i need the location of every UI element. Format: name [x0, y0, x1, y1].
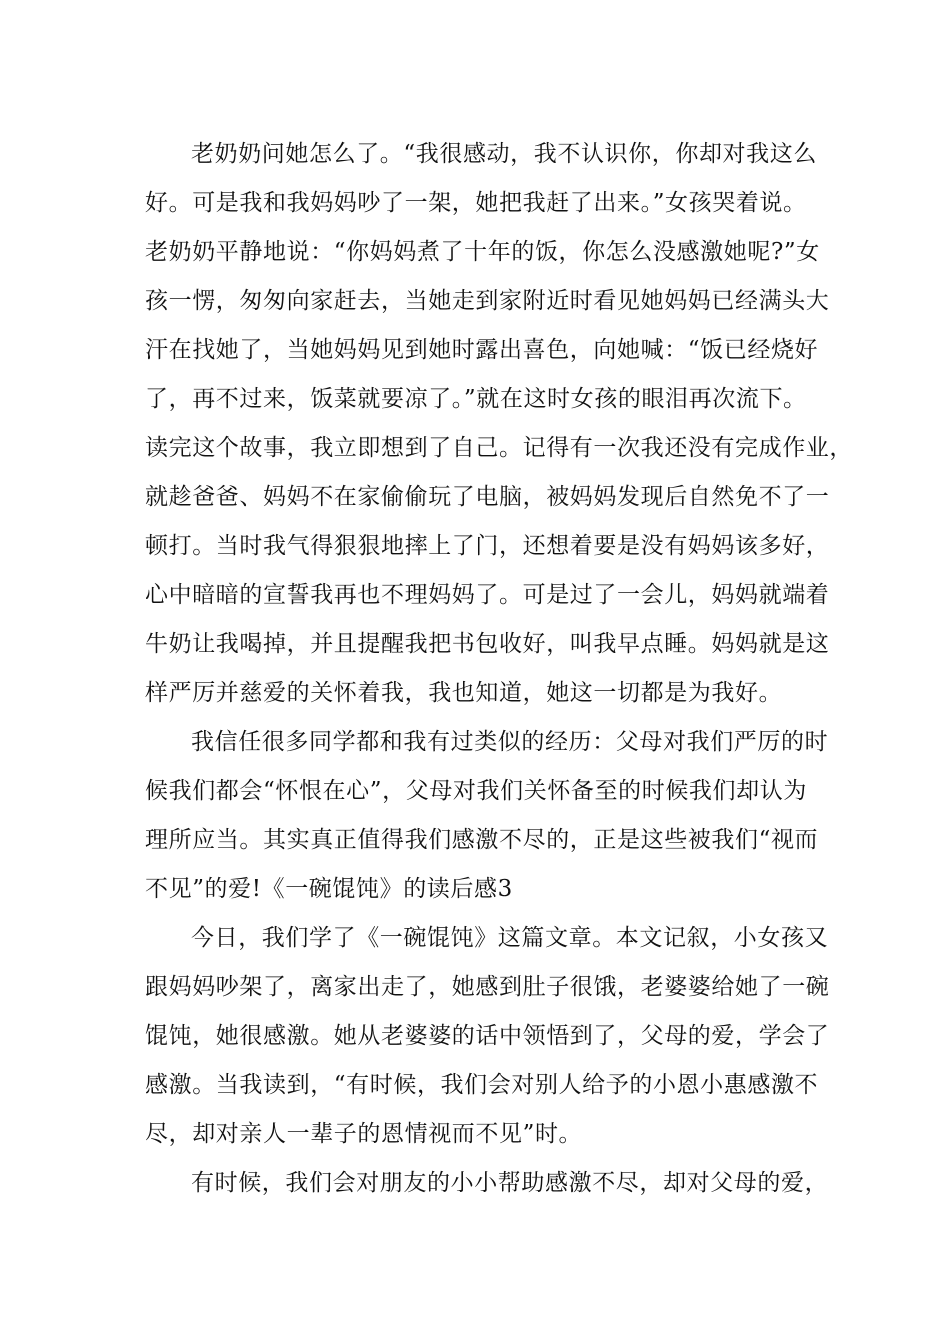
text-line: 读完这个故事，我立即想到了自己。记得有一次我还没有完成作业，	[145, 435, 853, 461]
text-line: 汗在找她了，当她妈妈见到她时露出喜色，向她喊：“饭已经烧好	[145, 337, 819, 363]
text-line: 老奶奶问她怎么了。“我很感动，我不认识你，你却对我这么	[191, 141, 817, 167]
text-line: 候我们都会“怀恨在心”，父母对我们关怀备至的时候我们却认为	[145, 778, 807, 804]
text-line: 了，再不过来，饭菜就要凉了。”就在这时女孩的眼泪再次流下。	[145, 386, 807, 412]
text-line: 馄饨，她很感激。她从老婆婆的话中领悟到了，父母的爱，学会了	[145, 1023, 830, 1049]
text-line: 不见”的爱!《一碗馄饨》的读后感3	[145, 876, 513, 902]
text-line: 尽，却对亲人一辈子的恩情视而不见”时。	[145, 1121, 583, 1147]
text-line: 心中暗暗的宣誓我再也不理妈妈了。可是过了一会儿，妈妈就端着	[145, 582, 830, 608]
text-line: 好。可是我和我妈妈吵了一架，她把我赶了出来。”女孩哭着说。	[145, 190, 807, 216]
text-line: 今日，我们学了《一碗馄饨》这篇文章。本文记叙，小女孩又	[191, 925, 829, 951]
text-line: 老奶奶平静地说：“你妈妈煮了十年的饭，你怎么没感激她呢?”女	[145, 239, 820, 265]
text-line: 跟妈妈吵架了，离家出走了，她感到肚子很饿，老婆婆给她了一碗	[145, 974, 830, 1000]
text-line: 顿打。当时我气得狠狠地摔上了门，还想着要是没有妈妈该多好，	[145, 533, 830, 559]
document-body	[145, 130, 853, 1208]
text-line: 孩一愣，匆匆向家赶去，当她走到家附近时看见她妈妈已经满头大	[145, 288, 830, 314]
text-line: 理所应当。其实真正值得我们感激不尽的，正是这些被我们“视而	[145, 827, 819, 853]
text-line: 牛奶让我喝掉，并且提醒我把书包收好，叫我早点睡。妈妈就是这	[145, 631, 830, 657]
text-line: 就趁爸爸、妈妈不在家偷偷玩了电脑，被妈妈发现后自然免不了一	[145, 484, 830, 510]
text-line: 感激。当我读到，“有时候，我们会对别人给予的小恩小惠感激不	[145, 1072, 819, 1098]
text-line: 样严厉并慈爱的关怀着我，我也知道，她这一切都是为我好。	[145, 680, 783, 706]
text-line: 我信任很多同学都和我有过类似的经历：父母对我们严厉的时	[191, 729, 829, 755]
text-line: 有时候，我们会对朋友的小小帮助感激不尽，却对父母的爱，	[191, 1170, 829, 1196]
